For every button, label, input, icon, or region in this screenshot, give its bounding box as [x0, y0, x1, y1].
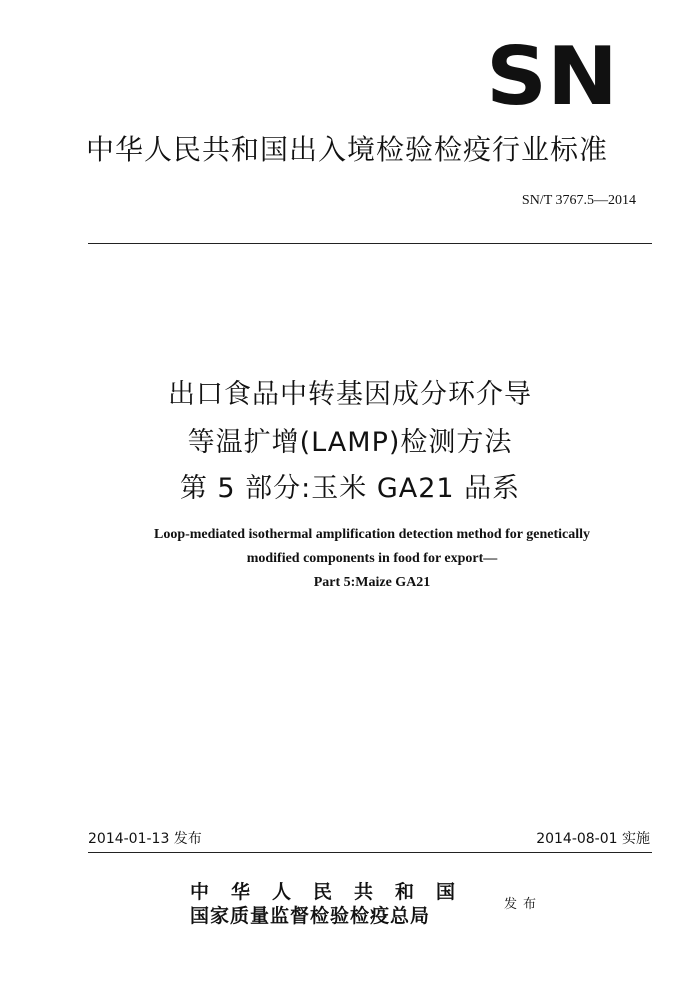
sn-logo-text: SN: [486, 40, 618, 110]
title-cn-line-3: 第 5 部分:玉米 GA21 品系: [179, 473, 521, 504]
publish-label: 发布: [504, 897, 543, 912]
sn-logo: [486, 40, 618, 110]
issue-date: 2014-01-13 发布: [88, 831, 202, 847]
publisher-line-2: 国家质量监督检验检疫总局: [190, 905, 431, 927]
standard-number: SN/T 3767.5—2014: [521, 193, 636, 208]
title-en-line-2: modified components in food for export—: [246, 551, 498, 566]
standard-category: 中华人民共和国出入境检验检疫行业标准: [86, 133, 609, 166]
title-cn-line-1: 出口食品中转基因成分环介导: [168, 379, 532, 410]
publisher-line-1: 中华人民共和国: [190, 881, 478, 903]
bottom-divider: [88, 852, 652, 853]
top-divider: [88, 243, 652, 244]
publisher-block: [190, 880, 490, 928]
title-en-line-1: Loop-mediated isothermal amplification detection method for genetically: [153, 527, 591, 542]
implementation-date: 2014-08-01 实施: [536, 831, 650, 847]
title-en-line-3: Part 5:Maize GA21: [313, 575, 431, 590]
title-cn-line-2: 等温扩增(LAMP)检测方法: [187, 427, 513, 458]
